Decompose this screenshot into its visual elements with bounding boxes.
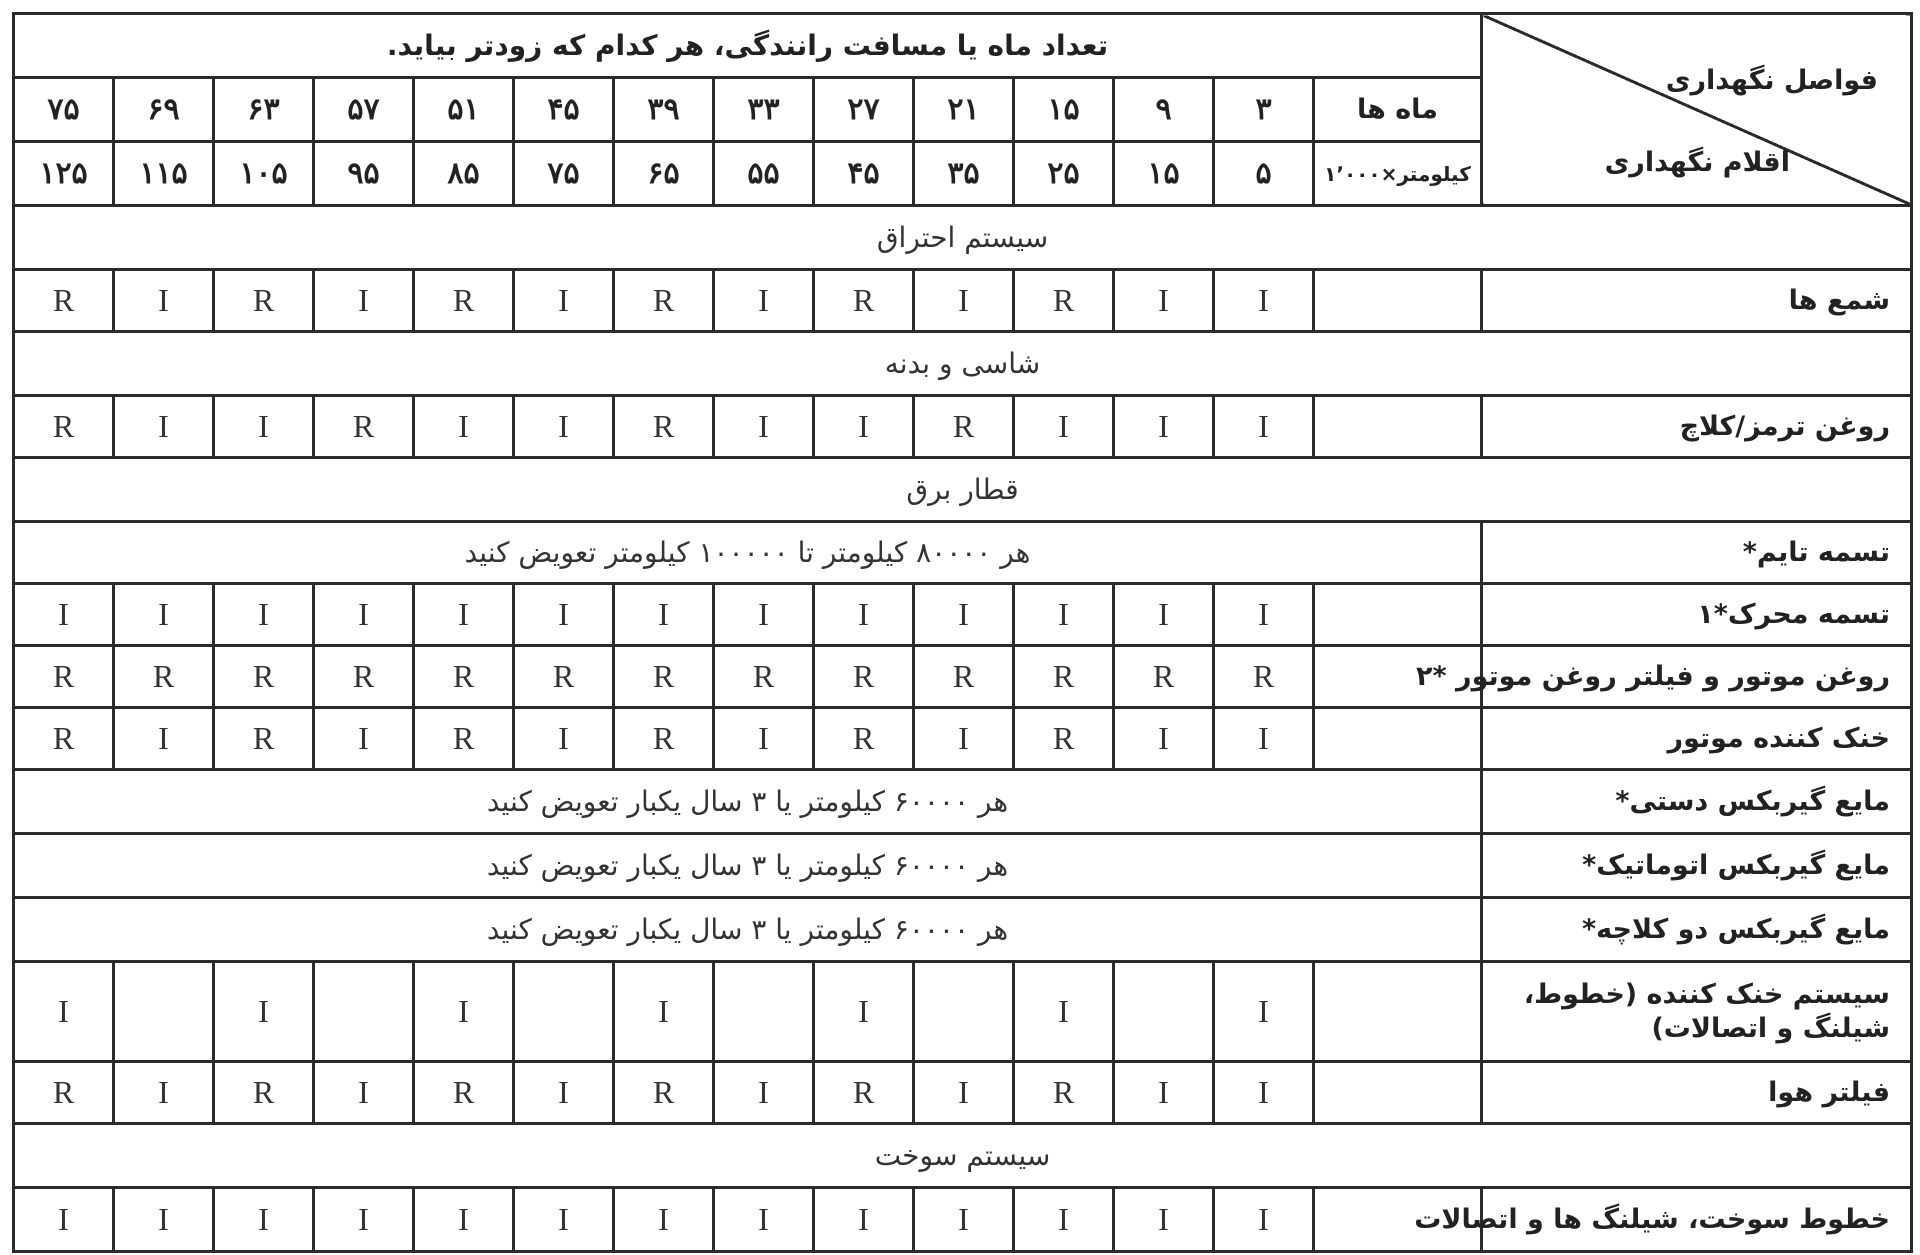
item-row-auto-trans: [14, 834, 1912, 898]
interval-mark: R: [1014, 1062, 1114, 1124]
month-value: ۵۱: [414, 78, 514, 142]
interval-mark: I: [814, 396, 914, 458]
interval-mark: I: [1114, 1062, 1214, 1124]
interval-mark: R: [814, 646, 914, 708]
blank-cell: [1314, 584, 1482, 646]
interval-mark: I: [314, 708, 414, 770]
interval-note: هر ۸۰۰۰۰ کیلومتر تا ۱۰۰۰۰۰ کیلومتر تعویض کنید: [14, 522, 1482, 584]
month-value: ۲۱: [914, 78, 1014, 142]
interval-mark: I: [214, 1188, 314, 1252]
interval-mark: R: [614, 270, 714, 332]
interval-mark: I: [814, 584, 914, 646]
item-label: مایع گیربکس دو کلاچه*: [1482, 898, 1912, 962]
interval-mark: I: [14, 962, 114, 1062]
interval-mark: I: [1214, 396, 1314, 458]
interval-mark: R: [214, 1062, 314, 1124]
km-value: ۷۵: [514, 142, 614, 206]
interval-mark: R: [214, 646, 314, 708]
interval-mark: I: [214, 962, 314, 1062]
item-label: خنک کننده موتور: [1482, 708, 1912, 770]
month-value: ۱۵: [1014, 78, 1114, 142]
km-value: ۵: [1214, 142, 1314, 206]
month-value: ۲۷: [814, 78, 914, 142]
item-label: تسمه تایم*: [1482, 522, 1912, 584]
interval-mark: R: [614, 396, 714, 458]
interval-mark: I: [1114, 1188, 1214, 1252]
interval-mark: I: [1214, 708, 1314, 770]
interval-mark: R: [814, 1062, 914, 1124]
interval-mark: R: [814, 270, 914, 332]
interval-mark: I: [1014, 584, 1114, 646]
interval-mark: I: [714, 1188, 814, 1252]
interval-mark: I: [414, 396, 514, 458]
item-label: تسمه محرک*۱: [1482, 584, 1912, 646]
interval-mark: R: [314, 396, 414, 458]
interval-note: هر ۶۰۰۰۰ کیلومتر یا ۳ سال یکبار تعویض کنید: [14, 898, 1482, 962]
km-value: ۵۵: [714, 142, 814, 206]
item-row-engine-oil: [14, 646, 1912, 708]
interval-mark: I: [714, 1062, 814, 1124]
item-row-spark-plugs: [14, 270, 1912, 332]
interval-mark: R: [614, 646, 714, 708]
interval-mark: R: [214, 708, 314, 770]
interval-mark: R: [414, 270, 514, 332]
interval-mark: R: [514, 646, 614, 708]
interval-mark: I: [1014, 396, 1114, 458]
item-row-brake-fluid: [14, 396, 1912, 458]
interval-mark: I: [214, 584, 314, 646]
section-chassis-body: شاسی و بدنه: [14, 332, 1912, 396]
interval-mark: I: [714, 396, 814, 458]
interval-mark: R: [714, 646, 814, 708]
interval-mark: R: [14, 646, 114, 708]
maintenance-intervals-label: فواصل نگهداری: [1665, 65, 1878, 96]
interval-mark: I: [314, 270, 414, 332]
interval-mark: R: [1014, 708, 1114, 770]
interval-mark: R: [814, 708, 914, 770]
interval-mark: I: [914, 1062, 1014, 1124]
interval-mark: [314, 962, 414, 1062]
interval-mark: R: [214, 270, 314, 332]
interval-mark: I: [1114, 396, 1214, 458]
section-combustion-system: سیستم احتراق: [14, 206, 1912, 270]
interval-mark: I: [1014, 1188, 1114, 1252]
km-value: ۹۵: [314, 142, 414, 206]
interval-mark: I: [314, 1062, 414, 1124]
interval-mark: R: [114, 646, 214, 708]
months-label: ماه ها: [1314, 78, 1482, 142]
interval-mark: I: [514, 1062, 614, 1124]
item-label: روغن ترمز/کلاچ: [1482, 396, 1912, 458]
interval-mark: I: [1014, 962, 1114, 1062]
interval-title: تعداد ماه یا مسافت رانندگی، هر کدام که زودتر بیاید.: [14, 14, 1482, 78]
interval-mark: I: [514, 396, 614, 458]
item-label: شمع ها: [1482, 270, 1912, 332]
interval-mark: I: [714, 708, 814, 770]
interval-mark: I: [114, 270, 214, 332]
month-value: ۳۳: [714, 78, 814, 142]
interval-mark: I: [914, 708, 1014, 770]
interval-mark: I: [114, 1188, 214, 1252]
interval-mark: R: [14, 396, 114, 458]
interval-mark: R: [414, 1062, 514, 1124]
interval-mark: [714, 962, 814, 1062]
item-label: مایع گیربکس اتوماتیک*: [1482, 834, 1912, 898]
item-row-cooling-system: [14, 962, 1912, 1062]
month-value: ۵۷: [314, 78, 414, 142]
interval-mark: [1114, 962, 1214, 1062]
interval-mark: I: [1214, 584, 1314, 646]
item-row-timing-belt: [14, 522, 1912, 584]
interval-mark: R: [14, 270, 114, 332]
interval-mark: R: [14, 708, 114, 770]
month-value: ۴۵: [514, 78, 614, 142]
item-row-manual-trans: [14, 770, 1912, 834]
km-value: ۶۵: [614, 142, 714, 206]
interval-mark: R: [1114, 646, 1214, 708]
item-row-engine-coolant: [14, 708, 1912, 770]
interval-mark: [914, 962, 1014, 1062]
interval-mark: I: [514, 708, 614, 770]
month-value: ۳۹: [614, 78, 714, 142]
item-row-fuel-lines: [14, 1188, 1912, 1252]
blank-cell: [1314, 1062, 1482, 1124]
interval-mark: R: [914, 396, 1014, 458]
interval-mark: I: [514, 584, 614, 646]
section-powertrain: قطار برق: [14, 458, 1912, 522]
interval-note: هر ۶۰۰۰۰ کیلومتر یا ۳ سال یکبار تعویض کنید: [14, 834, 1482, 898]
interval-mark: I: [1114, 708, 1214, 770]
interval-mark: R: [1214, 646, 1314, 708]
km-value: ۱۵: [1114, 142, 1214, 206]
interval-mark: I: [14, 1188, 114, 1252]
interval-mark: I: [1214, 1188, 1314, 1252]
interval-mark: I: [914, 1188, 1014, 1252]
month-value: ۹: [1114, 78, 1214, 142]
maintenance-schedule-table: [12, 12, 1913, 1253]
section-fuel-system: سیستم سوخت: [14, 1124, 1912, 1188]
item-label: روغن موتور و فیلتر روغن موتور *۲: [1482, 646, 1912, 708]
blank-cell: [1314, 396, 1482, 458]
interval-mark: R: [14, 1062, 114, 1124]
km-value: ۳۵: [914, 142, 1014, 206]
item-row-air-filter: [14, 1062, 1912, 1124]
item-label: خطوط سوخت، شیلنگ ها و اتصالات: [1482, 1188, 1912, 1252]
interval-note: هر ۶۰۰۰۰ کیلومتر یا ۳ سال یکبار تعویض کنید: [14, 770, 1482, 834]
item-row-dct-trans: [14, 898, 1912, 962]
km-value: ۸۵: [414, 142, 514, 206]
interval-mark: R: [914, 646, 1014, 708]
interval-mark: I: [114, 584, 214, 646]
item-label: مایع گیربکس دستی*: [1482, 770, 1912, 834]
interval-mark: I: [414, 584, 514, 646]
interval-mark: I: [914, 270, 1014, 332]
interval-mark: I: [1214, 962, 1314, 1062]
km-value: ۴۵: [814, 142, 914, 206]
interval-mark: I: [114, 396, 214, 458]
blank-cell: [1314, 708, 1482, 770]
blank-cell: [1314, 270, 1482, 332]
interval-mark: R: [414, 646, 514, 708]
month-value: ۶۳: [214, 78, 314, 142]
interval-mark: I: [514, 1188, 614, 1252]
interval-mark: I: [1114, 584, 1214, 646]
blank-cell: [1314, 962, 1482, 1062]
interval-mark: I: [814, 962, 914, 1062]
item-label: سیستم خنک کننده (خطوط، شیلنگ و اتصالات): [1482, 962, 1912, 1062]
interval-mark: I: [1114, 270, 1214, 332]
month-value: ۳: [1214, 78, 1314, 142]
interval-mark: R: [314, 646, 414, 708]
maintenance-items-label: اقلام نگهداری: [1604, 147, 1790, 178]
interval-mark: I: [614, 962, 714, 1062]
interval-mark: I: [414, 962, 514, 1062]
interval-mark: I: [314, 584, 414, 646]
interval-mark: I: [914, 584, 1014, 646]
interval-mark: I: [814, 1188, 914, 1252]
interval-mark: R: [1014, 646, 1114, 708]
month-value: ۷۵: [14, 78, 114, 142]
month-value: ۶۹: [114, 78, 214, 142]
interval-mark: I: [14, 584, 114, 646]
interval-mark: I: [414, 1188, 514, 1252]
header-corner-cell: [1482, 14, 1912, 206]
interval-mark: I: [314, 1188, 414, 1252]
interval-mark: I: [114, 708, 214, 770]
item-row-drive-belt: [14, 584, 1912, 646]
kilometers-label: کیلومتر×۱٬۰۰۰: [1314, 142, 1482, 206]
interval-mark: I: [614, 584, 714, 646]
interval-mark: I: [714, 270, 814, 332]
km-value: ۲۵: [1014, 142, 1114, 206]
interval-mark: I: [714, 584, 814, 646]
interval-mark: I: [114, 1062, 214, 1124]
km-value: ۱۲۵: [14, 142, 114, 206]
interval-mark: I: [214, 396, 314, 458]
interval-mark: I: [614, 1188, 714, 1252]
item-label: فیلتر هوا: [1482, 1062, 1912, 1124]
interval-mark: I: [514, 270, 614, 332]
interval-mark: [514, 962, 614, 1062]
interval-mark: [114, 962, 214, 1062]
interval-mark: R: [1014, 270, 1114, 332]
km-value: ۱۱۵: [114, 142, 214, 206]
interval-mark: R: [614, 1062, 714, 1124]
interval-mark: I: [1214, 270, 1314, 332]
interval-mark: I: [1214, 1062, 1314, 1124]
interval-mark: R: [414, 708, 514, 770]
interval-mark: R: [614, 708, 714, 770]
km-value: ۱۰۵: [214, 142, 314, 206]
